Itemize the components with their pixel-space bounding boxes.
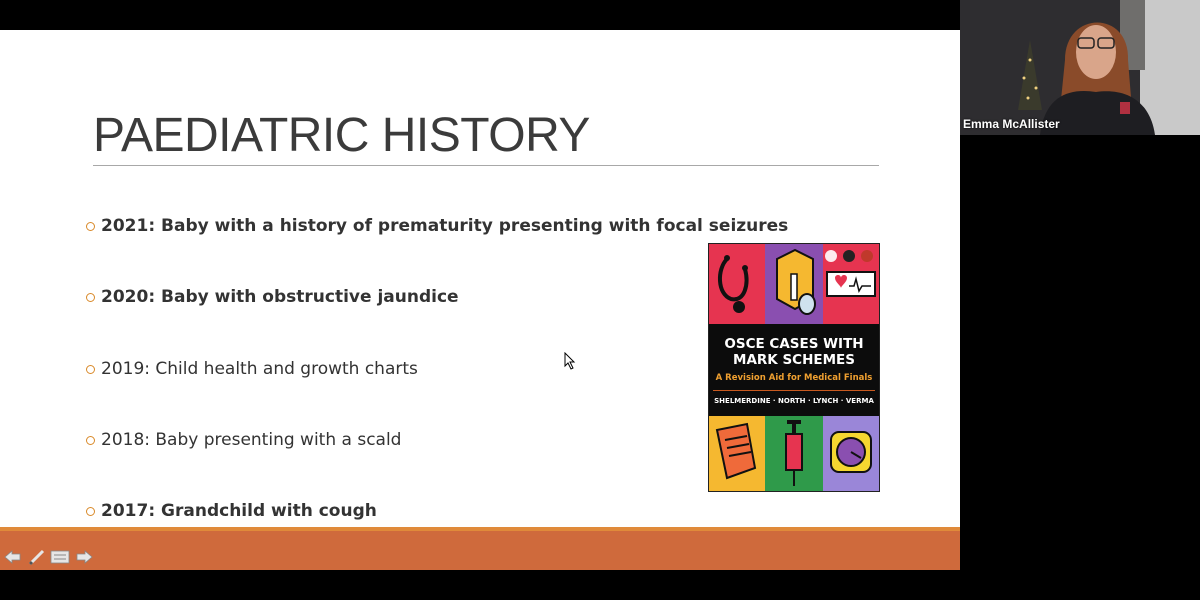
next-slide-button[interactable] — [75, 547, 93, 567]
heart-monitor-icon — [823, 244, 879, 324]
bullet-marker — [86, 293, 95, 302]
slide-menu-button[interactable] — [50, 547, 70, 567]
prev-arrow-icon — [4, 550, 22, 564]
next-arrow-icon — [75, 550, 93, 564]
medicine-bottle-icon — [765, 244, 823, 324]
pen-icon — [27, 548, 47, 566]
book-title: OSCE CASES WITH MARK SCHEMES — [724, 336, 864, 368]
bullet-text: 2019: Child health and growth charts — [101, 359, 418, 379]
stethoscope-icon — [709, 244, 765, 324]
bullet-item — [86, 359, 418, 379]
bullet-marker — [86, 222, 95, 231]
bullet-item — [86, 501, 377, 521]
menu-icon — [50, 550, 70, 564]
bullet-item — [86, 216, 788, 236]
stethoscope-tile — [709, 244, 765, 324]
bullet-text: 2021: Baby with a history of prematurity presenting with focal seizures — [101, 216, 789, 236]
bullet-text: 2017: Grandchild with cough — [101, 501, 377, 521]
prev-slide-button[interactable] — [4, 547, 22, 567]
slide-accent-bar — [0, 527, 960, 570]
notes-icon — [709, 416, 765, 491]
heart-monitor-tile — [823, 244, 879, 324]
participant-video[interactable] — [960, 0, 1200, 135]
syringe-icon — [765, 416, 823, 491]
syringe-tile — [765, 416, 823, 491]
book-cover-image — [708, 243, 880, 492]
bullet-marker — [86, 507, 95, 516]
bullet-text: 2020: Baby with obstructive jaundice — [101, 287, 459, 307]
bullet-text: 2018: Baby presenting with a scald — [101, 430, 402, 450]
notes-tile — [709, 416, 765, 491]
pen-tool-button[interactable] — [27, 547, 47, 567]
clock-icon — [823, 416, 879, 491]
clock-tile — [823, 416, 879, 491]
title-divider — [93, 165, 879, 166]
slide — [0, 30, 960, 570]
bullet-marker — [86, 365, 95, 374]
book-title-band — [709, 324, 879, 416]
book-subtitle: A Revision Aid for Medical Finals — [715, 373, 873, 383]
bottle-tile — [765, 244, 823, 324]
mouse-cursor-icon — [564, 352, 576, 370]
bullet-item — [86, 430, 401, 450]
participant-name: Emma McAllister — [963, 117, 1060, 131]
bullet-marker — [86, 436, 95, 445]
bullet-item — [86, 287, 459, 307]
slide-title: PAEDIATRIC HISTORY — [93, 109, 590, 162]
top-bar — [0, 0, 960, 30]
book-authors: SHELMERDINE · NORTH · LYNCH · VERMA — [714, 397, 874, 405]
book-rule — [713, 390, 875, 391]
participant-photo — [960, 0, 1200, 135]
